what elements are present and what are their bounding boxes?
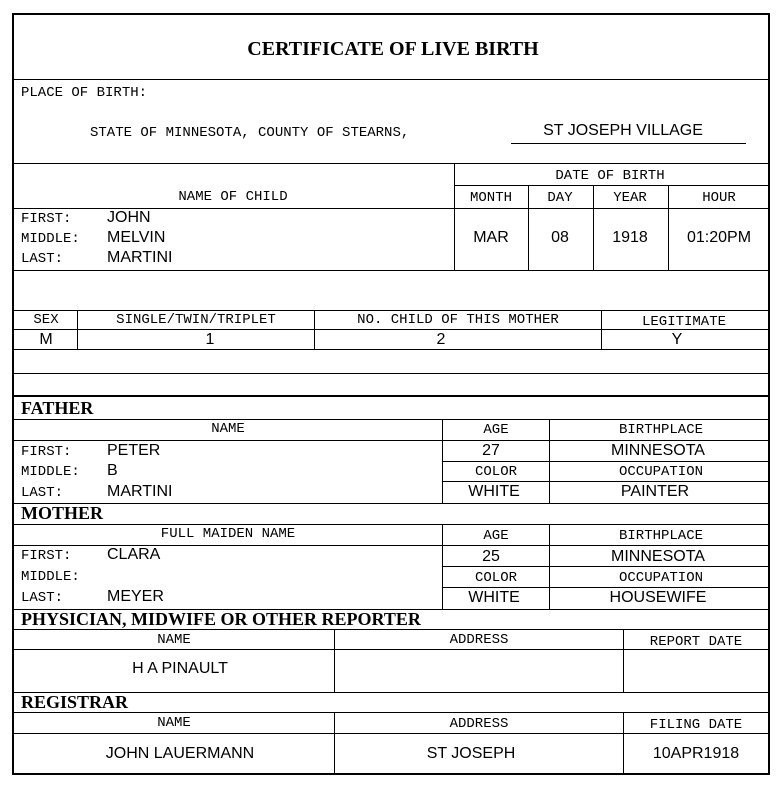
divider [442, 566, 768, 567]
filing-date-label: FILING DATE [649, 717, 743, 733]
divider [623, 712, 624, 775]
divider [668, 185, 669, 270]
child-middle-label: MIDDLE: [21, 231, 80, 247]
physician-name-label: NAME [157, 632, 191, 648]
divider [14, 733, 768, 734]
birth-year-value: 1918 [612, 229, 648, 246]
divider [14, 440, 768, 441]
name-of-child-header: NAME OF CHILD [178, 189, 288, 205]
father-last-label: LAST: [21, 485, 64, 501]
month-label: MONTH [469, 190, 513, 206]
father-birthplace-label: BIRTHPLACE [618, 422, 704, 438]
sex-label: SEX [33, 312, 59, 328]
mother-first-label: FIRST: [21, 548, 72, 564]
physician-section-title: PHYSICIAN, MIDWIFE OR OTHER REPORTER [21, 609, 421, 629]
divider [14, 395, 768, 397]
page-title: CERTIFICATE OF LIVE BIRTH [247, 38, 539, 60]
legitimate-value: Y [671, 331, 683, 348]
mother-occupation-value: HOUSEWIFE [609, 589, 707, 606]
physician-address-label: ADDRESS [449, 632, 509, 648]
mother-age-value: 25 [482, 548, 500, 565]
certificate-form [12, 13, 770, 775]
divider [593, 185, 594, 270]
child-first-value: JOHN [107, 209, 151, 226]
child-number-label: NO. CHILD OF THIS MOTHER [357, 312, 559, 328]
report-date-label: REPORT DATE [649, 634, 743, 650]
mother-color-label: COLOR [474, 570, 518, 586]
divider [14, 373, 768, 374]
divider [14, 524, 768, 525]
divider [14, 270, 768, 271]
birth-hour-value: 01:20PM [686, 229, 752, 246]
divider [14, 712, 768, 713]
sex-value: M [39, 331, 53, 348]
father-first-value: PETER [107, 442, 161, 459]
day-label: DAY [547, 190, 573, 206]
filing-date-value: 10APR1918 [652, 745, 740, 762]
physician-name-value: H A PINAULT [132, 660, 228, 677]
divider [14, 310, 768, 311]
father-section-title: FATHER [21, 398, 94, 418]
father-color-label: COLOR [474, 464, 518, 480]
father-first-label: FIRST: [21, 444, 72, 460]
divider [528, 185, 529, 270]
place-of-birth-label: PLACE OF BIRTH: [21, 85, 148, 101]
divider [14, 79, 768, 80]
divider [14, 629, 768, 630]
father-middle-value: B [107, 462, 118, 479]
hour-label: HOUR [702, 190, 736, 206]
birth-day-value: 08 [551, 229, 569, 246]
child-middle-value: MELVIN [107, 229, 166, 246]
mother-occupation-label: OCCUPATION [618, 570, 704, 586]
divider [14, 419, 768, 420]
mother-first-value: CLARA [107, 546, 161, 563]
divider [442, 481, 768, 482]
father-name-header: NAME [211, 421, 245, 437]
divider [442, 587, 768, 588]
divider [314, 310, 315, 349]
registrar-name-value: JOHN LAUERMANN [105, 745, 255, 762]
registrar-address-value: ST JOSEPH [426, 745, 516, 762]
father-birthplace-value: MINNESOTA [611, 442, 705, 459]
father-last-value: MARTINI [107, 483, 173, 500]
divider [77, 310, 78, 349]
date-of-birth-header: DATE OF BIRTH [555, 168, 665, 184]
registrar-section-title: REGISTRAR [21, 692, 129, 712]
year-label: YEAR [613, 190, 647, 206]
registrar-address-label: ADDRESS [449, 716, 509, 732]
child-number-value: 2 [436, 331, 446, 348]
mother-birthplace-label: BIRTHPLACE [618, 528, 704, 544]
father-occupation-value: PAINTER [620, 483, 690, 500]
mother-middle-label: MIDDLE: [21, 569, 80, 585]
divider [334, 712, 335, 775]
mother-birthplace-value: MINNESOTA [611, 548, 705, 565]
mother-last-value: MEYER [107, 588, 164, 605]
mother-color-value: WHITE [468, 589, 520, 606]
village-underline [511, 143, 746, 144]
divider [623, 629, 624, 692]
mother-name-header: FULL MAIDEN NAME [160, 526, 296, 542]
divider [334, 629, 335, 692]
plurality-label: SINGLE/TWIN/TRIPLET [116, 312, 276, 328]
mother-last-label: LAST: [21, 590, 64, 606]
father-age-label: AGE [483, 422, 509, 438]
divider [14, 503, 768, 504]
divider [14, 349, 768, 350]
child-first-label: FIRST: [21, 211, 72, 227]
plurality-value: 1 [205, 331, 215, 348]
divider [601, 310, 602, 349]
divider [454, 185, 768, 186]
child-last-label: LAST: [21, 251, 64, 267]
father-age-value: 27 [482, 442, 500, 459]
father-occupation-label: OCCUPATION [618, 464, 704, 480]
divider [14, 163, 768, 164]
village-value: ST JOSEPH VILLAGE [543, 122, 703, 139]
birth-month-value: MAR [473, 229, 509, 246]
father-color-value: WHITE [468, 483, 520, 500]
mother-section-title: MOTHER [21, 503, 104, 523]
legitimate-label: LEGITIMATE [641, 314, 727, 330]
registrar-name-label: NAME [157, 715, 191, 731]
father-middle-label: MIDDLE: [21, 464, 80, 480]
divider [454, 163, 455, 270]
mother-age-label: AGE [483, 528, 509, 544]
child-last-value: MARTINI [107, 249, 173, 266]
divider [442, 461, 768, 462]
state-county-text: STATE OF MINNESOTA, COUNTY OF STEARNS, [90, 125, 410, 141]
